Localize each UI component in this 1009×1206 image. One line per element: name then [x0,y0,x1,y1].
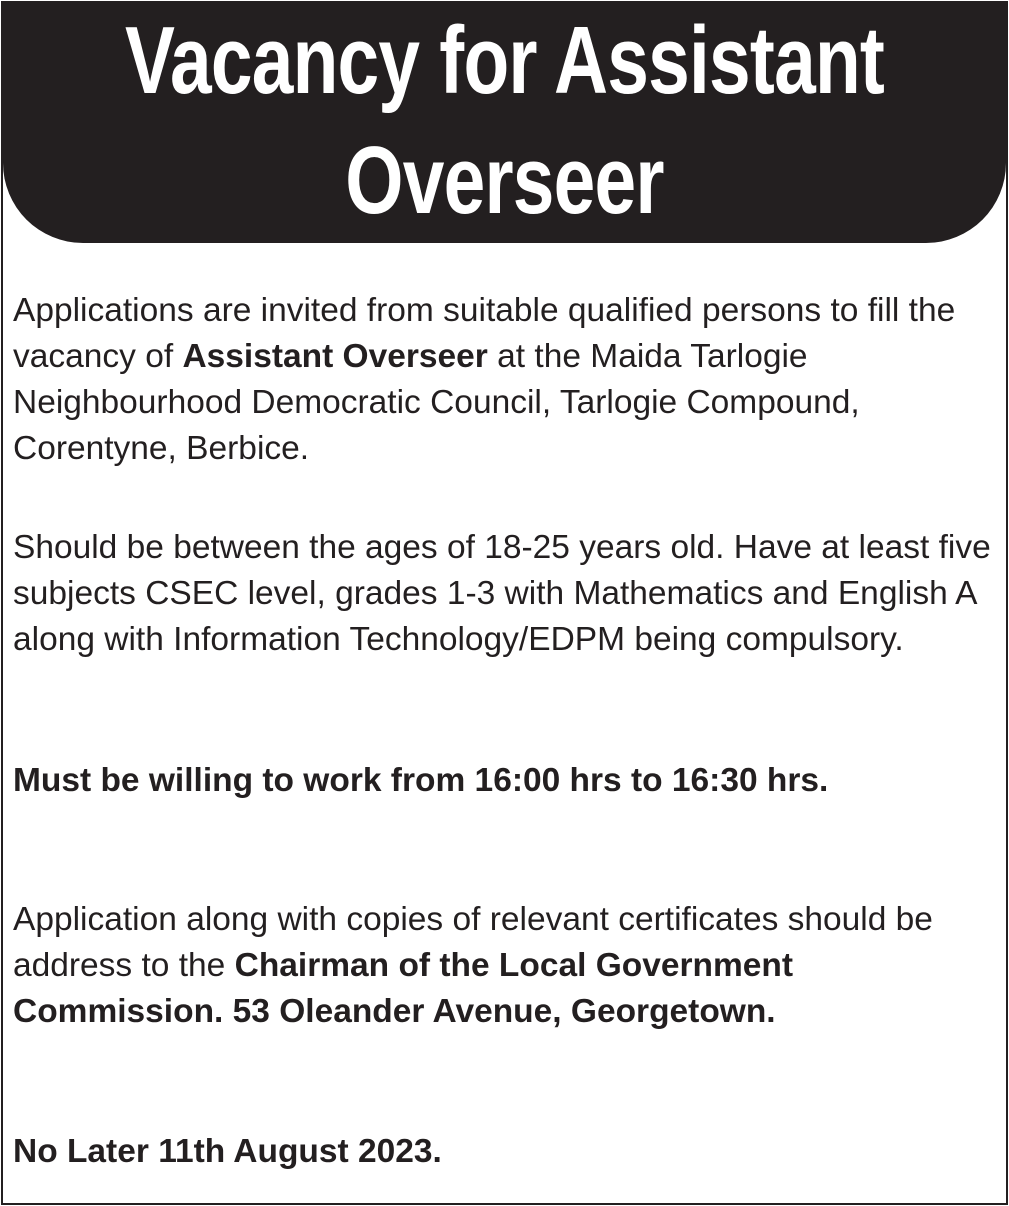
title-line-2: Overseer [345,127,664,234]
deadline-text: No Later 11th August 2023. [13,1133,442,1170]
application-addressee: Chairman of the Local Government Commission. 53 Oleander Avenue, Georgetown. [13,947,794,1030]
vacancy-advertisement [1,1,1008,1205]
position-name: Assistant Overseer [182,338,488,375]
title-line-1: Vacancy for Assistant [124,7,885,114]
title-banner [3,3,1006,243]
application-paragraph [13,897,1003,1035]
work-hours-paragraph: Must be willing to work from 16:00 hrs to 16:30 hrs. [13,762,829,799]
invitation-paragraph [13,288,1003,472]
invitation-lead: Applications are invited from suitable qualified persons to fill the vacancy of [13,292,956,375]
requirements-paragraph: Should be between the ages of 18-25 years old. Have at least five subjects CSEC level, grades 1-3 with Mathematics and English A along with Information Technology/EDPM being compulsory. [13,529,991,658]
application-lead: Application along with copies of relevant certificates should be address to the [13,901,933,984]
invitation-tail: at the Maida Tarlogie Neighbourhood Democratic Council, Tarlogie Compound, Corentyne, Berbice. [13,338,860,467]
